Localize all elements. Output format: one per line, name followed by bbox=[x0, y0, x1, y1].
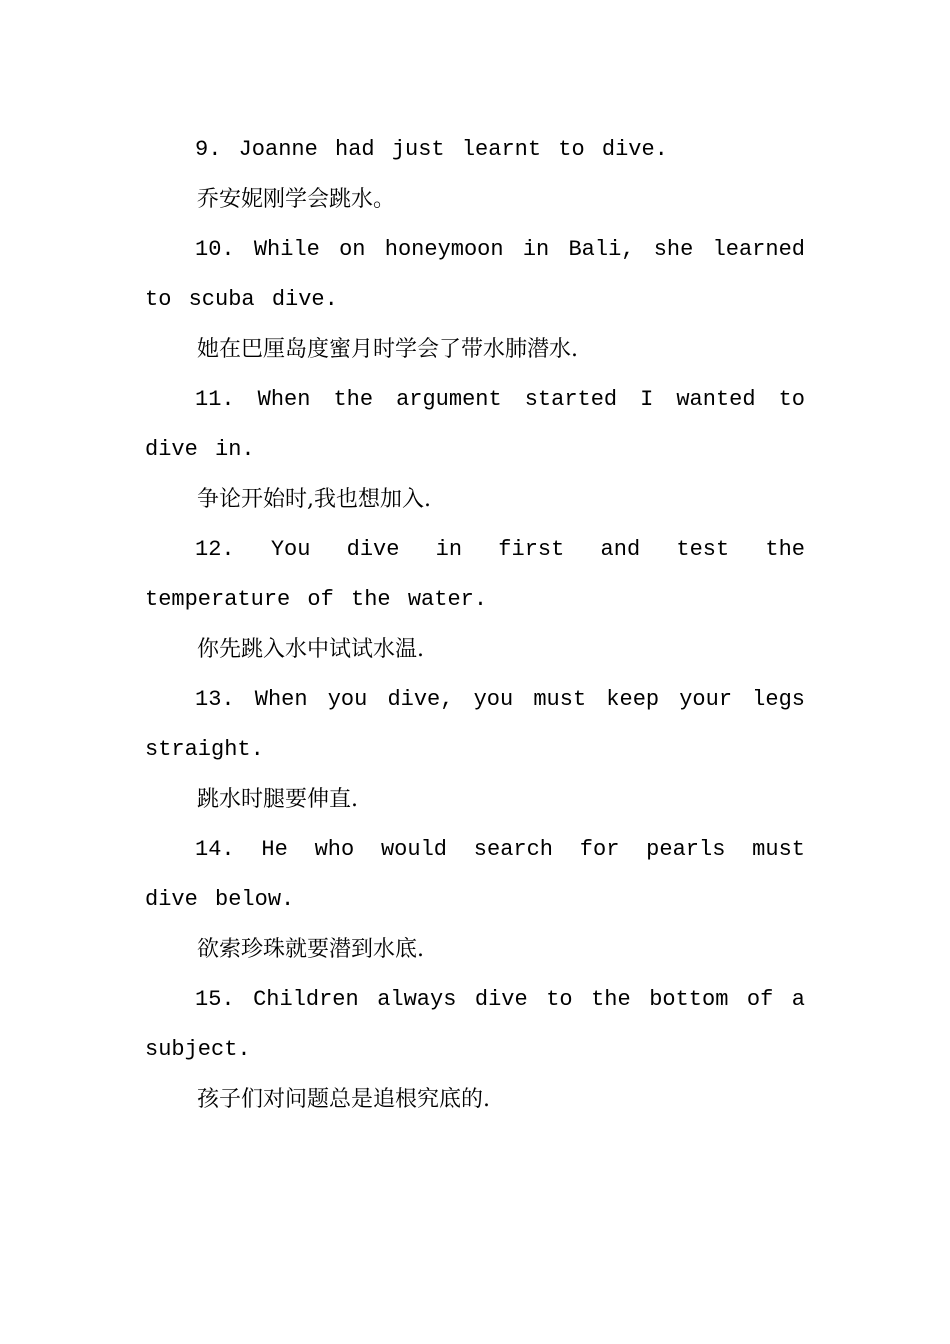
example-sentence-zh: 乔安妮刚学会跳水。 bbox=[197, 187, 396, 212]
example-sentence-zh: 你先跳入水中试试水温. bbox=[197, 637, 424, 662]
example-sentence-zh: 跳水时腿要伸直. bbox=[197, 787, 358, 812]
example-sentence-en: 11. When the argument started I wanted to dive in. bbox=[145, 387, 805, 462]
example-sentence-en: 14. He who would search for pearls must dive below. bbox=[145, 837, 805, 912]
example-sentence-en: 15. Children always dive to the bottom of a subject. bbox=[145, 987, 805, 1062]
example-sentence-zh: 她在巴厘岛度蜜月时学会了带水肺潜水. bbox=[197, 337, 578, 362]
example-sentence-en: 10. While on honeymoon in Bali, she learned to scuba dive. bbox=[145, 237, 805, 312]
sentence-list bbox=[145, 125, 805, 1125]
example-sentence-en: 9. Joanne had just learnt to dive. bbox=[195, 137, 668, 162]
example-sentence-en: 12. You dive in first and test the temperature of the water. bbox=[145, 537, 805, 612]
example-sentence-zh: 争论开始时,我也想加入. bbox=[197, 487, 431, 512]
example-sentence-zh: 欲索珍珠就要潜到水底. bbox=[197, 937, 424, 962]
example-sentence-en: 13. When you dive, you must keep your legs straight. bbox=[145, 687, 805, 762]
example-sentence-zh: 孩子们对问题总是追根究底的. bbox=[197, 1087, 490, 1112]
